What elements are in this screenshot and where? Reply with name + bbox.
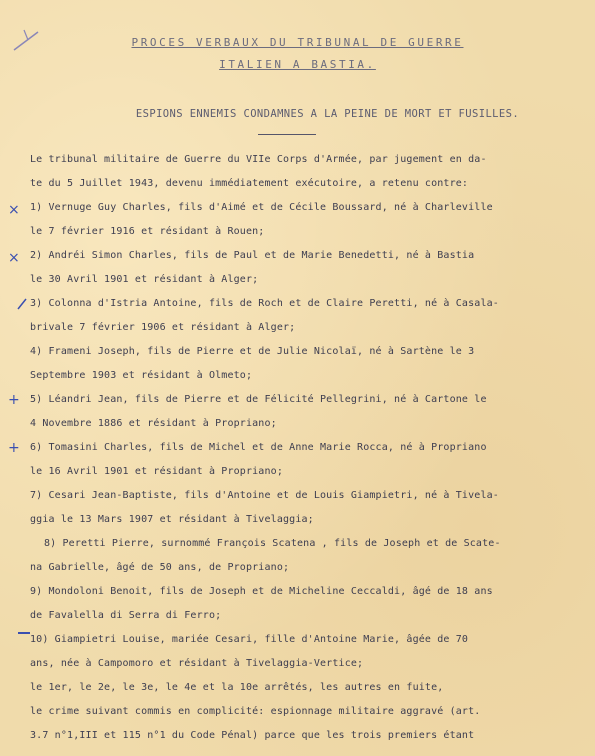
body-line: Septembre 1903 et résidant à Olmeto; bbox=[30, 370, 253, 381]
body-line: le crime suivant commis en complicité: espionnage militaire aggravé (art. bbox=[30, 706, 481, 717]
body-line: 4 Novembre 1886 et résidant à Propriano; bbox=[30, 418, 277, 429]
document-title-line-1: PROCES VERBAUX DU TRIBUNAL DE GUERRE bbox=[131, 36, 464, 49]
body-line: le 1er, le 2e, le 3e, le 4e et la 10e arrêtés, les autres en fuite, bbox=[30, 682, 444, 693]
body-line: 3) Colonna d'Istria Antoine, fils de Roch et de Claire Peretti, né à Casala- bbox=[30, 298, 499, 309]
dash-mark-icon bbox=[18, 632, 30, 634]
body-line: le 30 Avril 1901 et résidant à Alger; bbox=[30, 274, 259, 285]
body-line: 5) Léandri Jean, fils de Pierre et de Félicité Pellegrini, né à Cartone le bbox=[30, 394, 487, 405]
document-title-line-2: ITALIEN A BASTIA. bbox=[219, 58, 376, 71]
body-line: 6) Tomasini Charles, fils de Michel et de Anne Marie Rocca, né à Propriano bbox=[30, 442, 487, 453]
body-line: te du 5 Juillet 1943, devenu immédiatement exécutoire, a retenu contre: bbox=[30, 178, 469, 189]
cross-mark-icon: × bbox=[8, 202, 20, 218]
body-line: 9) Mondoloni Benoit, fils de Joseph et de Micheline Ceccaldi, âgé de 18 ans bbox=[30, 586, 493, 597]
body-line: de Favalella di Serra di Ferro; bbox=[30, 610, 222, 621]
plus-mark-icon: + bbox=[8, 440, 20, 456]
body-line: brivale 7 février 1906 et résidant à Alger; bbox=[30, 322, 296, 333]
body-line: na Gabrielle, âgé de 50 ans, de Propriano; bbox=[30, 562, 290, 573]
cross-mark-icon: × bbox=[8, 250, 20, 266]
body-line: le 16 Avril 1901 et résidant à Propriano; bbox=[30, 466, 283, 477]
document-subtitle: ESPIONS ENNEMIS CONDAMNES A LA PEINE DE MORT ET FUSILLES. bbox=[135, 108, 520, 120]
body-line: ggia le 13 Mars 1907 et résidant à Tivelaggia; bbox=[30, 514, 314, 525]
plus-mark-icon: + bbox=[8, 392, 20, 408]
tick-mark-icon bbox=[16, 298, 28, 310]
body-line: Le tribunal militaire de Guerre du VIIe Corps d'Armée, par jugement en da- bbox=[30, 154, 487, 165]
body-line: 2) Andréi Simon Charles, fils de Paul et de Marie Benedetti, né à Bastia bbox=[30, 250, 475, 261]
body-line: 7) Cesari Jean-Baptiste, fils d'Antoine et de Louis Giampietri, né à Tivela- bbox=[30, 490, 499, 501]
body-line: ans, née à Campomoro et résidant à Tivelaggia-Vertice; bbox=[30, 658, 364, 669]
body-line: le 7 février 1916 et résidant à Rouen; bbox=[30, 226, 265, 237]
body-line: 1) Vernuge Guy Charles, fils d'Aimé et de Cécile Boussard, né à Charleville bbox=[30, 202, 493, 213]
body-line: 3.7 n°1,III et 115 n°1 du Code Pénal) parce que les trois premiers étant bbox=[30, 730, 475, 741]
body-line: 10) Giampietri Louise, mariée Cesari, fille d'Antoine Marie, âgée de 70 bbox=[30, 634, 469, 645]
body-line: 8) Peretti Pierre, surnommé François Scatena , fils de Joseph et de Scate- bbox=[44, 538, 501, 549]
body-line: 4) Frameni Joseph, fils de Pierre et de Julie Nicolaï, né à Sartène le 3 bbox=[30, 346, 475, 357]
title-rule bbox=[258, 134, 316, 135]
